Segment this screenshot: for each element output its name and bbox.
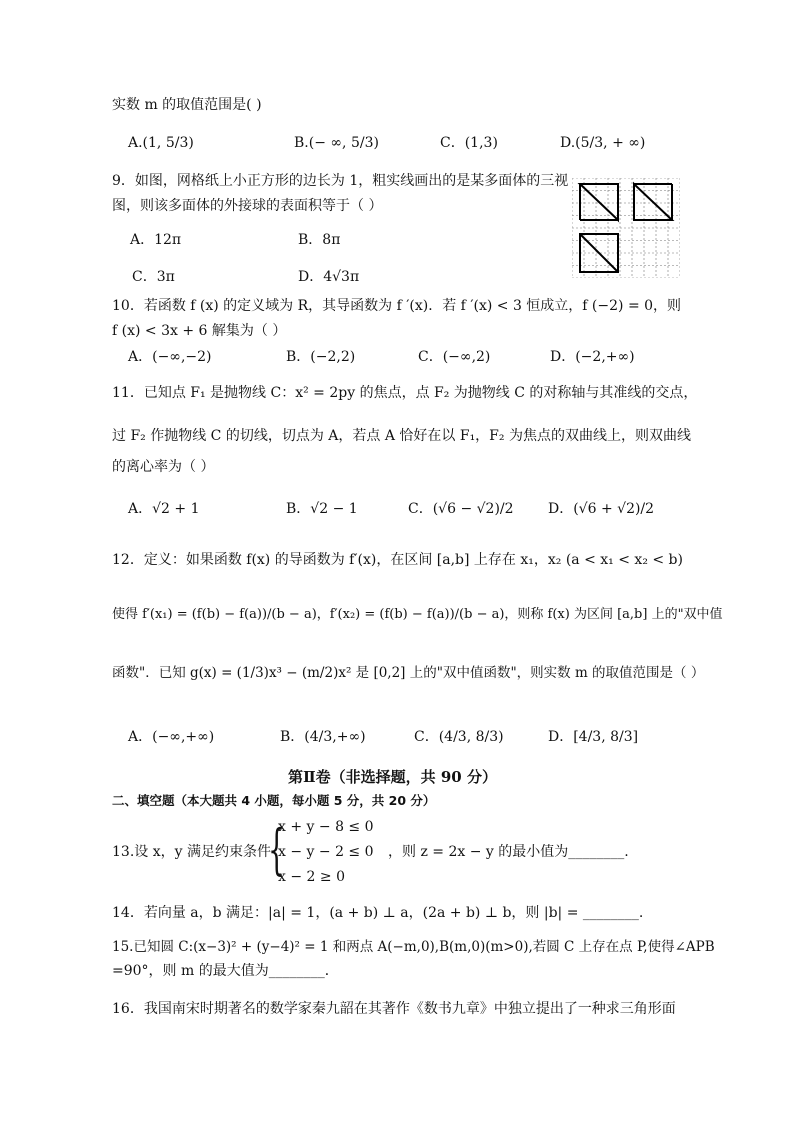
q15-line1: 15.已知圆 C:(x−3)² + (y−4)² = 1 和两点 A(−m,0),B(m,0)(m>0),若圆 C 上存在点 P,使得∠APB [112,939,715,955]
q8-option-a: A.(1, 5/3) [128,135,194,151]
q12-line2: 使得 f′(x₁) = (f(b) − f(a))/(b − a)，f′(x₂) = (f(b) − f(a))/(b − a)，则称 f(x) 为区间 [a,b] 上的"双中值 [112,607,723,622]
q11-line3: 的离心率为（ ） [112,459,215,475]
q13-text: 13.设 x，y 满足约束条件 [112,844,271,860]
q12-line3: 函数"．已知 g(x) = (1/3)x³ − (m/2)x² 是 [0,2] 上的"双中值函数"，则实数 m 的取值范围是（ ） [112,665,705,681]
q8-option-d: D.(5/3, + ∞) [560,135,646,151]
q13-constraint-1: x + y − 8 ≤ 0 [278,819,374,835]
section2-title: 第Ⅱ卷（非选择题，共 90 分） [288,768,497,786]
q10-option-d: D．(−2,+∞) [550,349,635,365]
q9-option-d: D．4√3π [298,269,360,285]
q10-line1: 10．若函数 f (x) 的定义域为 R，其导函数为 f ′(x)．若 f ′(x) < 3 恒成立，f (−2) = 0，则 [112,298,682,314]
q9-option-b: B．8π [298,232,341,248]
q14-text: 14．若向量 a，b 满足：|a| = 1，(a + b) ⊥ a，(2a + b) ⊥ b，则 |b| = ________. [112,905,644,921]
q9-option-c: C．3π [132,269,175,285]
q11-option-c: C．(√6 − √2)/2 [408,501,514,517]
q13-constraint-3: x − 2 ≥ 0 [278,869,345,885]
q10-option-b: B．(−2,2) [286,349,356,365]
q9-option-a: A．12π [130,232,182,248]
q12-option-b: B．(4/3,+∞) [280,729,366,745]
q13-tail: ，则 z = 2x − y 的最小值为________. [388,844,629,860]
q12-option-d: D．[4/3, 8/3] [548,729,639,745]
q9-line2: 图，则该多面体的外接球的表面积等于（ ） [112,198,383,214]
q11-option-b: B．√2 − 1 [286,501,358,517]
q9-line1: 9．如图，网格纸上小正方形的边长为 1，粗实线画出的是某多面体的三视 [112,173,569,189]
q12-option-a: A．(−∞,+∞) [128,729,215,745]
q8-option-b: B.(− ∞, 5/3) [294,135,379,151]
q15-line2: =90°，则 m 的最大值为________． [112,963,339,979]
constraint-brace: { [268,818,286,881]
q12-line1: 12．定义：如果函数 f(x) 的导函数为 f′(x)，在区间 [a,b] 上存在 x₁，x₂ (a < x₁ < x₂ < b) [112,552,683,568]
q11-line1: 11．已知点 F₁ 是抛物线 C：x² = 2py 的焦点，点 F₂ 为抛物线 C 的对称轴与其准线的交点， [112,385,698,401]
q10-option-c: C．(−∞,2) [418,349,491,365]
q13-constraint-2: x − y − 2 ≤ 0 [278,844,374,860]
q8-option-c: C．(1,3) [440,135,498,151]
q12-option-c: C．(4/3, 8/3) [414,729,504,745]
q10-line2: f (x) < 3x + 6 解集为（ ） [112,323,287,339]
three-view-grid-figure [572,178,680,278]
q10-option-a: A．(−∞,−2) [128,349,212,365]
q11-line2: 过 F₂ 作抛物线 C 的切线，切点为 A，若点 A 恰好在以 F₁，F₂ 为焦点的双曲线上，则双曲线 [112,428,691,444]
q11-option-d: D．(√6 + √2)/2 [548,501,655,517]
q11-option-a: A．√2 + 1 [128,501,200,517]
section2-heading: 二、填空题（本大题共 4 小题，每小题 5 分，共 20 分） [112,793,436,808]
q8-text: 实数 m 的取值范围是( ) [112,97,262,113]
q16-line1: 16．我国南宋时期著名的数学家秦九韶在其著作《数书九章》中独立提出了一种求三角形面 [112,1001,676,1017]
